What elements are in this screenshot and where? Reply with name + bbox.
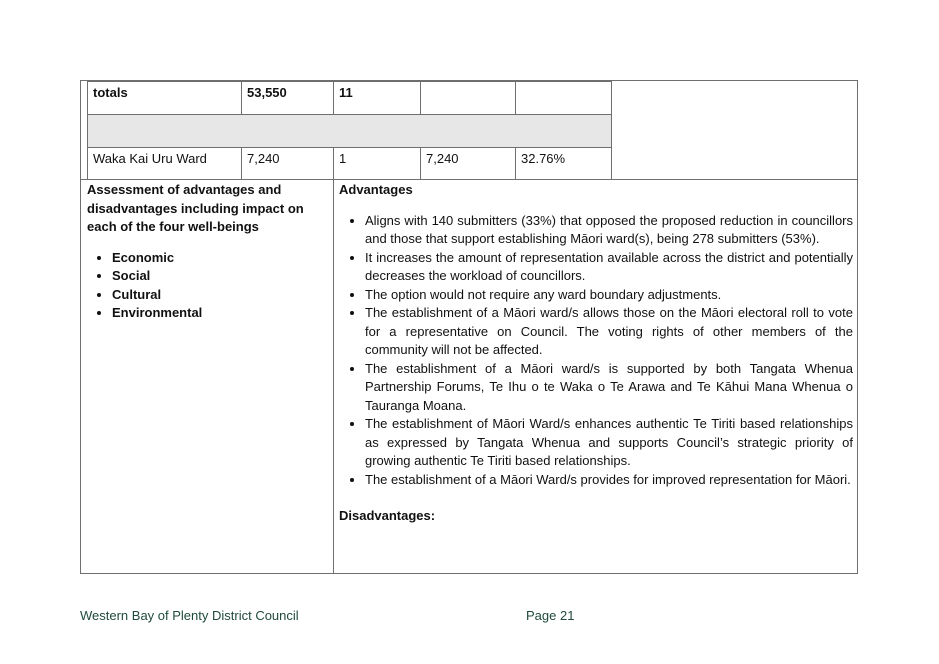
disadvantages-heading: Disadvantages:	[339, 508, 436, 523]
cell-councillors: 1	[334, 148, 421, 180]
list-item: • The establishment of a Māori Ward/s provides for improved representation for Māori.	[365, 471, 853, 490]
ward-summary-table	[87, 81, 612, 180]
list-item: • The option would not require any ward boundary adjustments.	[365, 286, 853, 305]
list-item: • The establishment of Māori Ward/s enhances authentic Te Tiriti based relationships as expressed by Tangata Whenua and supports Council’s strategic priority of growing authentic Te Tiriti based relationships.	[365, 415, 853, 471]
list-item: • Social	[112, 267, 323, 286]
shaded-spacer-row	[88, 115, 612, 148]
assessment-table	[80, 80, 858, 574]
advantages-list	[339, 212, 853, 490]
wellbeings-list	[87, 249, 323, 323]
cell-c4: 7,240	[421, 148, 516, 180]
advantages-section	[339, 181, 853, 526]
footer-page-number: Page 21	[526, 608, 575, 623]
list-item: • The establishment of a Māori ward/s is supported by both Tangata Whenua Partnership Forums, Te Ihu o te Waka o Te Arawa and Te Kāhui Mana Whenua o Tauranga Moana.	[365, 360, 853, 416]
cell-name: Waka Kai Uru Ward	[88, 148, 242, 180]
cell-c5: 32.76%	[516, 148, 612, 180]
cell-c4	[421, 82, 516, 115]
cell-population: 53,550	[242, 82, 334, 115]
table-row	[88, 115, 612, 148]
list-item: • Cultural	[112, 286, 323, 305]
cell-population: 7,240	[242, 148, 334, 180]
list-item: • Environmental	[112, 304, 323, 323]
cell-name: totals	[88, 82, 242, 115]
cell-councillors: 11	[334, 82, 421, 115]
assessment-criteria	[87, 181, 323, 323]
table-row	[88, 82, 612, 115]
cell-c5	[516, 82, 612, 115]
table-row	[88, 148, 612, 180]
column-divider	[333, 179, 334, 573]
list-item: • It increases the amount of representation available across the district and potentially decreases the workload of councillors.	[365, 249, 853, 286]
advantages-heading: Advantages	[339, 182, 413, 197]
list-item: • Aligns with 140 submitters (33%) that opposed the proposed reduction in councillors and those that support establishing Māori ward(s), being 278 submitters (53%).	[365, 212, 853, 249]
footer-organisation: Western Bay of Plenty District Council	[80, 608, 299, 623]
assessment-heading: Assessment of advantages and disadvantages including impact on each of the four well-beings	[87, 182, 304, 234]
list-item: • The establishment of a Māori ward/s allows those on the Māori electoral roll to vote for a representative on Council. The voting rights of other members of the community will not be affected.	[365, 304, 853, 360]
list-item: • Economic	[112, 249, 323, 268]
